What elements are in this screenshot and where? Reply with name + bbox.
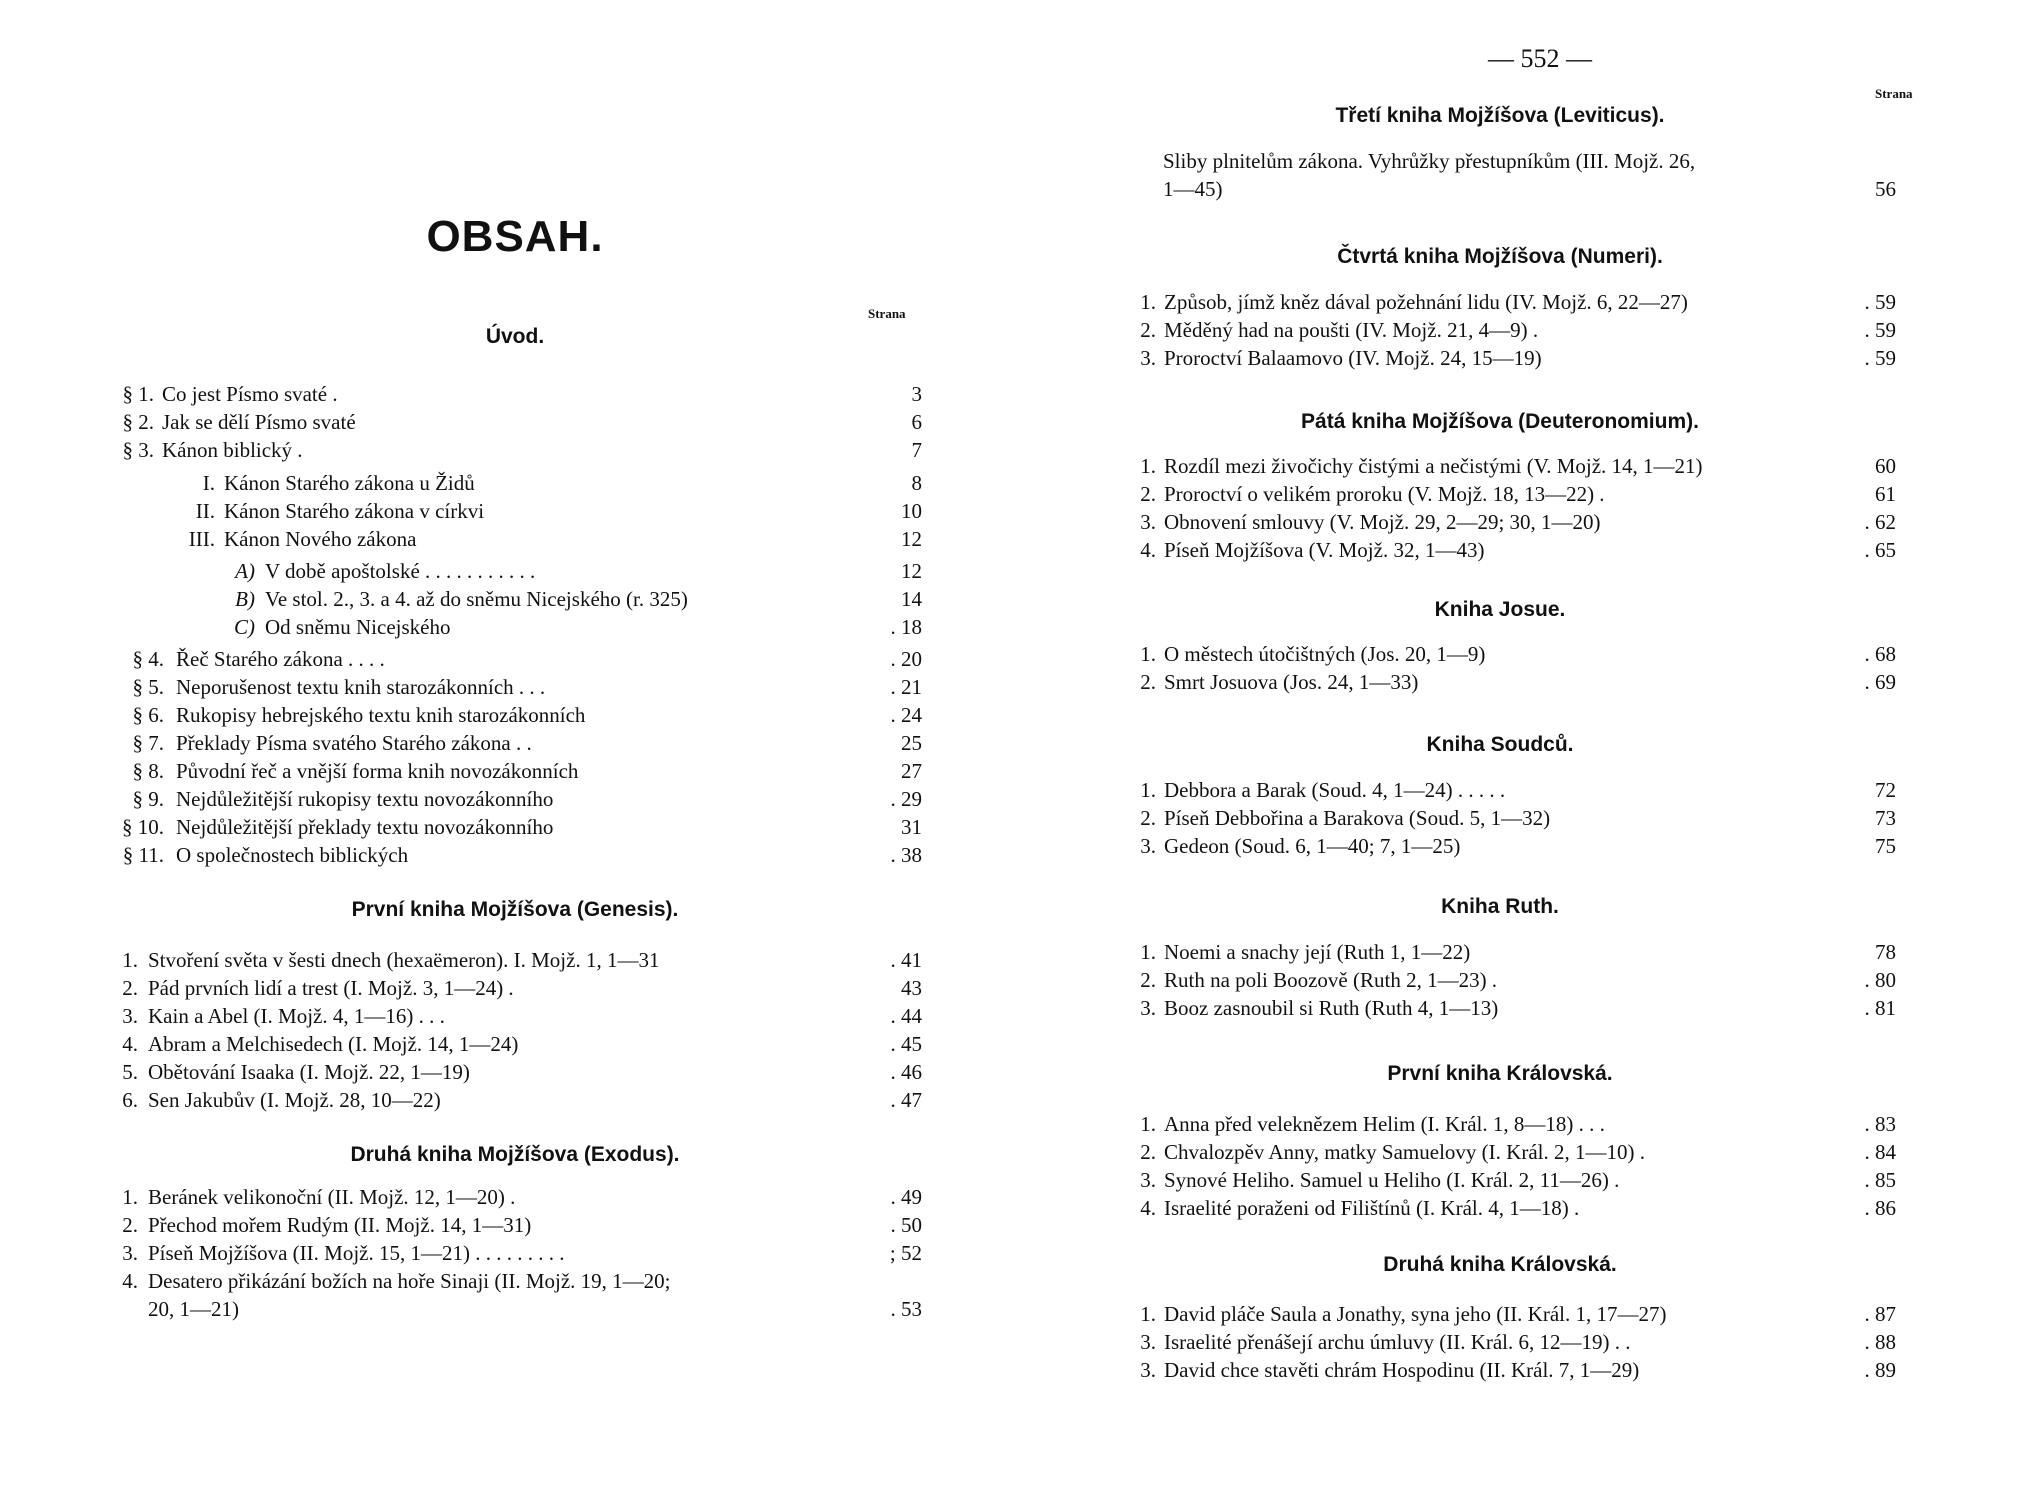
entry-page: 8 xyxy=(911,471,922,495)
entry-page: 27 xyxy=(901,759,922,783)
entry-page: 73 xyxy=(1875,806,1896,830)
entry-page: . 47 xyxy=(890,1088,922,1112)
section-heading-prvni-kralovska: První kniha Královská. xyxy=(1387,1062,1613,1085)
entry-page: . 21 xyxy=(890,675,922,699)
toc-entry xyxy=(1130,480,1896,508)
entry-number: § 4. xyxy=(132,647,164,671)
toc-entry xyxy=(100,1267,922,1295)
entry-page: . 44 xyxy=(890,1004,922,1028)
entry-page: 31 xyxy=(901,815,922,839)
toc-entry xyxy=(100,645,922,673)
entry-text: Obětování Isaaka (I. Mojž. 22, 1—19) xyxy=(148,1060,470,1084)
entry-text: Gedeon (Soud. 6, 1—40; 7, 1—25) xyxy=(1164,834,1461,858)
paragraph-last-line xyxy=(1163,175,1896,203)
entry-page: . 81 xyxy=(1864,996,1896,1020)
entry-page: . 80 xyxy=(1864,968,1896,992)
section-heading-soudcu: Kniha Soudců. xyxy=(1426,733,1574,756)
toc-entry xyxy=(1130,344,1896,372)
section-heading-josue: Kniha Josue. xyxy=(1434,598,1566,621)
entry-page: . 50 xyxy=(890,1213,922,1237)
entry-page: . 59 xyxy=(1864,318,1896,342)
entry-text: Jak se dělí Písmo svaté xyxy=(162,410,356,434)
entry-text: O společnostech biblických xyxy=(176,843,409,867)
entry-number: § 1. xyxy=(122,382,154,406)
toc-subsubentry xyxy=(100,613,922,641)
toc-subentry xyxy=(100,497,922,525)
toc-entry xyxy=(1130,966,1896,994)
entry-page: . 89 xyxy=(1864,1358,1896,1382)
entry-number: 3. xyxy=(1140,834,1156,858)
entry-page: . 69 xyxy=(1864,670,1896,694)
entry-number: 1. xyxy=(122,1185,138,1209)
toc-entry xyxy=(100,1058,922,1086)
entry-number: 3. xyxy=(122,1241,138,1265)
toc-entry xyxy=(1130,776,1896,804)
entry-page: . 24 xyxy=(890,703,922,727)
toc-entry xyxy=(100,1183,922,1211)
section-heading-druha-kralovska: Druhá kniha Královská. xyxy=(1383,1253,1617,1276)
entry-text: Proroctví o velikém proroku (V. Mojž. 18, 13—22) . xyxy=(1164,482,1605,506)
entry-text: Debbora a Barak (Soud. 4, 1—24) . . . . . xyxy=(1164,778,1506,802)
entry-text: Obnovení smlouvy (V. Mojž. 29, 2—29; 30, 1—20) xyxy=(1164,510,1601,534)
toc-entry xyxy=(1130,1138,1896,1166)
entry-text: 1—45) xyxy=(1163,177,1223,201)
entry-number: 1. xyxy=(1140,642,1156,666)
entry-page: 10 xyxy=(901,499,922,523)
entry-number: § 10. xyxy=(122,815,164,839)
toc-entry xyxy=(100,1002,922,1030)
entry-page: 56 xyxy=(1875,177,1896,201)
entry-text: Noemi a snachy její (Ruth 1, 1—22) xyxy=(1164,940,1471,964)
entry-page: 75 xyxy=(1875,834,1896,858)
entry-text: Kánon Nového zákona xyxy=(224,527,417,551)
toc-entry xyxy=(1130,804,1896,832)
toc-entry xyxy=(1130,640,1896,668)
entry-text: Kánon Starého zákona v církvi xyxy=(224,499,485,523)
entry-number: § 2. xyxy=(122,410,154,434)
toc-subsubentry xyxy=(100,557,922,585)
section-heading-ruth: Kniha Ruth. xyxy=(1441,895,1559,918)
entry-text: Rozdíl mezi živočichy čistými a nečistými (V. Mojž. 14, 1—21) xyxy=(1164,454,1703,478)
entry-page: 60 xyxy=(1875,454,1896,478)
entry-page: . 45 xyxy=(890,1032,922,1056)
toc-entry xyxy=(100,1211,922,1239)
section-heading-leviticus: Třetí kniha Mojžíšova (Leviticus). xyxy=(1335,104,1665,127)
entry-text: Pád prvních lidí a trest (I. Mojž. 3, 1—24) . xyxy=(148,976,514,1000)
entry-page: . 29 xyxy=(890,787,922,811)
entry-number: 3. xyxy=(122,1004,138,1028)
entry-text: Nejdůležitější překlady textu novozákonního xyxy=(176,815,554,839)
entry-text: Nejdůležitější rukopisy textu novozákonního xyxy=(176,787,554,811)
entry-text: Ve stol. 2., 3. a 4. až do sněmu Nicejského (r. 325) xyxy=(265,587,688,611)
entry-page: ; 52 xyxy=(889,1241,922,1265)
entry-text: Smrt Josuova (Jos. 24, 1—33) xyxy=(1164,670,1419,694)
toc-entry xyxy=(1130,994,1896,1022)
entry-number: 3. xyxy=(1140,346,1156,370)
entry-page: . 86 xyxy=(1864,1196,1896,1220)
toc-subentry xyxy=(100,469,922,497)
entry-number: C) xyxy=(234,615,255,639)
entry-page: . 68 xyxy=(1864,642,1896,666)
entry-number: 4. xyxy=(1140,1196,1156,1220)
entry-number: 1. xyxy=(1140,290,1156,314)
entry-text: Píseň Mojžíšova (V. Mojž. 32, 1—43) xyxy=(1164,538,1485,562)
entry-text: Booz zasnoubil si Ruth (Ruth 4, 1—13) xyxy=(1164,996,1499,1020)
entry-page: 14 xyxy=(901,587,922,611)
entry-number: 1. xyxy=(1140,1302,1156,1326)
toc-entry xyxy=(1130,1356,1896,1384)
entry-number: 6. xyxy=(122,1088,138,1112)
section-heading-genesis: První kniha Mojžíšova (Genesis). xyxy=(351,898,679,921)
toc-entry-continuation xyxy=(100,1295,922,1323)
section-heading-deuteronomium: Pátá kniha Mojžíšova (Deuteronomium). xyxy=(1301,410,1699,433)
entry-number: 2. xyxy=(122,1213,138,1237)
toc-entry xyxy=(1130,1328,1896,1356)
entry-page: . 41 xyxy=(890,948,922,972)
entry-number: 3. xyxy=(1140,1330,1156,1354)
entry-number: § 9. xyxy=(132,787,164,811)
entry-number: 2. xyxy=(1140,806,1156,830)
entry-page: . 87 xyxy=(1864,1302,1896,1326)
entry-text: Od sněmu Nicejského xyxy=(265,615,451,639)
entry-page: 6 xyxy=(911,410,922,434)
entry-text: Israelité přenášejí archu úmluvy (II. Král. 6, 12—19) . . xyxy=(1164,1330,1631,1354)
entry-page: . 59 xyxy=(1864,346,1896,370)
entry-page: 3 xyxy=(911,382,922,406)
entry-number: § 8. xyxy=(132,759,164,783)
section-heading-uvod: Úvod. xyxy=(485,325,545,348)
toc-entry xyxy=(100,813,922,841)
toc-entry xyxy=(100,1239,922,1267)
toc-entry xyxy=(1130,536,1896,564)
entry-text: David chce stavěti chrám Hospodinu (II. Král. 7, 1—29) xyxy=(1164,1358,1640,1382)
entry-number: 1. xyxy=(1140,940,1156,964)
entry-text: O městech útočištných (Jos. 20, 1—9) xyxy=(1164,642,1486,666)
entry-text: Řeč Starého zákona . . . . xyxy=(176,647,385,671)
toc-entry xyxy=(100,785,922,813)
entry-page: 12 xyxy=(901,559,922,583)
entry-number: II. xyxy=(195,499,215,523)
entry-number: § 6. xyxy=(132,703,164,727)
strana-label: Strana xyxy=(1875,86,1913,101)
entry-number: § 11. xyxy=(122,843,164,867)
entry-text: Kánon biblický . xyxy=(162,438,303,462)
toc-entry xyxy=(1130,1110,1896,1138)
entry-text: Kánon Starého zákona u Židů xyxy=(224,471,475,495)
entry-text: David pláče Saula a Jonathy, syna jeho (II. Král. 1, 17—27) xyxy=(1164,1302,1667,1326)
entry-text: Měděný had na poušti (IV. Mojž. 21, 4—9) . xyxy=(1164,318,1539,342)
entry-text: Stvoření světa v šesti dnech (hexaëmeron). I. Mojž. 1, 1—31 xyxy=(148,948,660,972)
entry-text: Beránek velikonoční (II. Mojž. 12, 1—20) . xyxy=(148,1185,516,1209)
toc-entry xyxy=(100,946,922,974)
toc-entry xyxy=(100,701,922,729)
toc-entry xyxy=(1130,508,1896,536)
entry-text: Způsob, jímž kněz dával požehnání lidu (IV. Mojž. 6, 22—27) xyxy=(1164,290,1688,314)
entry-number: 3. xyxy=(1140,1358,1156,1382)
entry-text: Píseň Debbořina a Barakova (Soud. 5, 1—32) xyxy=(1164,806,1551,830)
strana-label: Strana xyxy=(868,306,906,321)
toc-subsubentry xyxy=(100,585,922,613)
entry-text: Přechod mořem Rudým (II. Mojž. 14, 1—31) xyxy=(148,1213,532,1237)
entry-number: 2. xyxy=(1140,968,1156,992)
section-heading-numeri: Čtvrtá kniha Mojžíšova (Numeri). xyxy=(1337,245,1663,268)
entry-text: Překlady Písma svatého Starého zákona . . xyxy=(176,731,532,755)
entry-text: Israelité poraženi od Filištínů (I. Král. 4, 1—18) . xyxy=(1164,1196,1580,1220)
entry-page: . 49 xyxy=(890,1185,922,1209)
toc-entry xyxy=(100,673,922,701)
toc-entry xyxy=(1130,452,1896,480)
entry-text: Ruth na poli Boozově (Ruth 2, 1—23) . xyxy=(1164,968,1498,992)
entry-number: 3. xyxy=(1140,1168,1156,1192)
entry-page: . 20 xyxy=(890,647,922,671)
toc-subentry xyxy=(100,525,922,553)
entry-text: 20, 1—21) xyxy=(148,1297,239,1321)
entry-page: 12 xyxy=(901,527,922,551)
entry-page: . 88 xyxy=(1864,1330,1896,1354)
entry-number: § 5. xyxy=(132,675,164,699)
toc-entry xyxy=(100,436,922,464)
entry-number: 2. xyxy=(1140,482,1156,506)
entry-text: Synové Heliho. Samuel u Heliho (I. Král. 2, 11—26) . xyxy=(1164,1168,1620,1192)
entry-text: Neporušenost textu knih starozákonních . . . xyxy=(176,675,546,699)
entry-text: Proroctví Balaamovo (IV. Mojž. 24, 15—19) xyxy=(1164,346,1542,370)
entry-page: . 18 xyxy=(890,615,922,639)
entry-page: . 85 xyxy=(1864,1168,1896,1192)
entry-number: 1. xyxy=(122,948,138,972)
toc-entry xyxy=(1130,1300,1896,1328)
toc-entry xyxy=(1130,1194,1896,1222)
entry-page: 25 xyxy=(901,731,922,755)
entry-text: Píseň Mojžíšova (II. Mojž. 15, 1—21) . . . . . . . . . xyxy=(148,1241,565,1265)
entry-text: Desatero přikázání božích na hoře Sinaji (II. Mojž. 19, 1—20; xyxy=(148,1269,671,1293)
entry-number: 2. xyxy=(1140,318,1156,342)
toc-entry xyxy=(1130,938,1896,966)
paragraph-line: Sliby plnitelům zákona. Vyhrůžky přestupníkům (III. Mojž. 26, xyxy=(1163,149,1696,173)
entry-number: 4. xyxy=(122,1032,138,1056)
entry-number: 5. xyxy=(122,1060,138,1084)
entry-page: . 46 xyxy=(890,1060,922,1084)
entry-number: 4. xyxy=(1140,538,1156,562)
toc-entry xyxy=(100,974,922,1002)
toc-entry xyxy=(1130,832,1896,860)
toc-entry xyxy=(100,841,922,869)
entry-page: 61 xyxy=(1875,482,1896,506)
entry-number: 1. xyxy=(1140,778,1156,802)
entry-text: V době apoštolské . . . . . . . . . . . xyxy=(265,559,536,583)
entry-page: . 84 xyxy=(1864,1140,1896,1164)
entry-number: I. xyxy=(202,471,215,495)
entry-page: 7 xyxy=(911,438,922,462)
entry-text: Sen Jakubův (I. Mojž. 28, 10—22) xyxy=(148,1088,441,1112)
entry-page: . 83 xyxy=(1864,1112,1896,1136)
entry-text: Původní řeč a vnější forma knih novozákonních xyxy=(176,759,579,783)
toc-entry xyxy=(100,757,922,785)
entry-number: 3. xyxy=(1140,996,1156,1020)
entry-page: . 38 xyxy=(890,843,922,867)
entry-number: 3. xyxy=(1140,510,1156,534)
entry-number: 2. xyxy=(1140,1140,1156,1164)
entry-page: 72 xyxy=(1875,778,1896,802)
entry-number: § 7. xyxy=(132,731,164,755)
entry-number: 1. xyxy=(1140,454,1156,478)
toc-entry xyxy=(100,1030,922,1058)
toc-entry xyxy=(1130,316,1896,344)
entry-page: 43 xyxy=(901,976,922,1000)
entry-page: . 59 xyxy=(1864,290,1896,314)
entry-text: Chvalozpěv Anny, matky Samuelovy (I. Král. 2, 1—10) . xyxy=(1164,1140,1645,1164)
toc-entry xyxy=(100,729,922,757)
entry-number: 1. xyxy=(1140,1112,1156,1136)
entry-text: Co jest Písmo svaté . xyxy=(162,382,338,406)
entry-number: 2. xyxy=(122,976,138,1000)
section-heading-exodus: Druhá kniha Mojžíšova (Exodus). xyxy=(350,1143,680,1166)
entry-number: 2. xyxy=(1140,670,1156,694)
entry-page: . 65 xyxy=(1864,538,1896,562)
contents-title: OBSAH. xyxy=(426,212,604,261)
entry-number: A) xyxy=(235,559,255,583)
entry-page: . 53 xyxy=(890,1297,922,1321)
toc-entry xyxy=(1130,668,1896,696)
toc-entry xyxy=(100,1086,922,1114)
entry-page: 78 xyxy=(1875,940,1896,964)
entry-number: III. xyxy=(188,527,215,551)
entry-text: Abram a Melchisedech (I. Mojž. 14, 1—24) xyxy=(148,1032,519,1056)
entry-number: B) xyxy=(235,587,255,611)
entry-number: 4. xyxy=(122,1269,138,1293)
toc-entry xyxy=(1130,1166,1896,1194)
toc-entry xyxy=(100,408,922,436)
entry-text: Rukopisy hebrejského textu knih starozákonních xyxy=(176,703,586,727)
toc-entry xyxy=(100,380,922,408)
entry-page: . 62 xyxy=(1864,510,1896,534)
entry-number: § 3. xyxy=(122,438,154,462)
toc-entry xyxy=(1130,288,1896,316)
entry-text: Kain a Abel (I. Mojž. 4, 1—16) . . . xyxy=(148,1004,445,1028)
entry-text: Anna před veleknězem Helim (I. Král. 1, 8—18) . . . xyxy=(1164,1112,1605,1136)
page-number: — 552 — xyxy=(1488,44,1592,73)
